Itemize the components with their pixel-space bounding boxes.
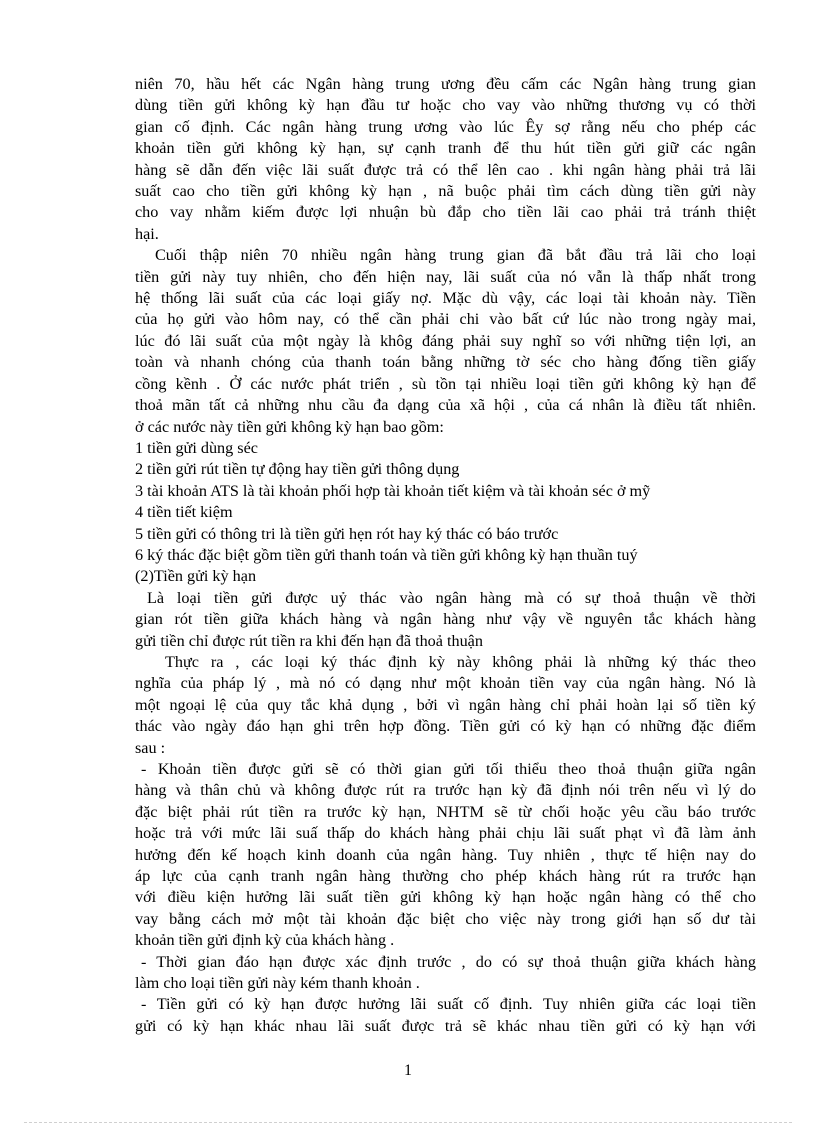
list-item: 2 tiền gửi rút tiền tự động hay tiền gửi thông dụng [135, 460, 460, 479]
text-line: khoản tiền gửi không kỳ hạn, sự cạnh tranh để thu hút tiền gửi giữ các ngân [135, 139, 756, 158]
text-line: lúc đó lãi suất của một ngày là khôg đáng phải suy nghĩ so với những tiện lợi, an [135, 331, 756, 350]
list-item: 1 tiền gửi dùng séc [135, 438, 258, 457]
body-text [135, 74, 756, 1037]
list-item: 4 tiền tiết kiệm [135, 503, 233, 522]
text-line: của họ gửi vào hôm nay, có thể cần phải chi vào bất cứ lúc nào trong ngày mai, [135, 310, 756, 329]
text-line: Thực ra , các loại ký thác định kỳ này không phải là những ký thác theo [165, 652, 756, 671]
text-line: vay bằng cách mở một tài khoản đặc biệt cho việc này trong giới hạn số dư tài [135, 909, 756, 928]
text-line: gửi tiền chỉ được rút tiền ra khi đến hạn đã thoả thuận [135, 631, 483, 650]
text-line: với điều kiện hưởng lãi suất tiền gửi không kỳ hạn hoặc ngân hàng có thể cho [135, 888, 756, 907]
text-line: hại. [135, 224, 159, 243]
text-line: - Thời gian đáo hạn được xác định trước , do có sự thoả thuận giữa khách hàng [141, 952, 756, 971]
text-line: - Tiền gửi có kỳ hạn được hưởng lãi suất cố định. Tuy nhiên giữa các loại tiền [141, 995, 756, 1014]
text-line: thác vào ngày đáo hạn ghi trên hợp đồng. Tiền gửi có kỳ hạn có những đặc điểm [135, 717, 756, 736]
text-line: dùng tiền gửi không kỳ hạn đầu tư hoặc cho vay vào những thương vụ có thời [135, 96, 756, 115]
text-line: gian cố định. Các ngân hàng trung ương vào lúc Êy sợ rằng nếu cho phép các [135, 117, 756, 136]
text-line: thoả mãn tất cả những nhu cầu đa dạng của xã hội , của cá nhân là điều tất nhiên. [135, 396, 756, 415]
list-item: 5 tiền gửi có thông tri là tiền gửi hẹn rót hay ký thác có báo trước [135, 524, 559, 543]
text-line: niên 70, hầu hết các Ngân hàng trung ương đều cấm các Ngân hàng trung gian [135, 75, 756, 93]
text-line: hàng sẽ dẫn đến việc lãi suất được trả có thể lên cao . khi ngân hàng phải trả lãi [135, 160, 756, 179]
text-line: cồng kềnh . Ở các nước phát triển , sù tồn tại nhiều loại tiền gửi không kỳ hạn để [135, 374, 756, 393]
text-line: gian rót tiền giữa khách hàng và ngân hàng như vậy về nguyên tắc khách hàng [135, 610, 756, 629]
text-line: một ngoại lệ của quy tắc khả dụng , bởi vì ngân hàng chỉ phải hoàn lại số tiền ký [135, 695, 756, 714]
text-line: Cuối thập niên 70 nhiều ngân hàng trung gian đã bắt đầu trả lãi cho loại [155, 246, 756, 265]
text-line: gửi có kỳ hạn khác nhau lãi suất được trả sẽ khác nhau tiền gửi có kỳ hạn với [135, 1016, 756, 1035]
text-line: sau : [135, 738, 166, 757]
section-heading: (2)Tiền gửi kỳ hạn [135, 567, 257, 586]
page-number: 1 [404, 1062, 412, 1079]
text-line: khoản tiền gửi định kỳ của khách hàng . [135, 931, 395, 950]
text-line: áp lực của cạnh tranh ngân hàng thường cho phép khách hàng rút ra trước hạn [135, 867, 756, 886]
text-line: cho vay nhằm kiếm được lợi nhuận bù đắp cho tiền lãi cao phải trả tránh thiệt [135, 203, 756, 222]
text-line: - Khoản tiền được gửi sẽ có thời gian gửi tối thiểu theo thoả thuận giữa ngân [141, 760, 756, 778]
list-item: 3 tài khoản ATS là tài khoản phối hợp tài khoản tiết kiệm và tài khoản séc ở mỹ [135, 481, 651, 500]
text-line: hệ thống lãi suất của các loại giấy nợ. Mặc dù vậy, các loại tài khoản này. Tiền [135, 289, 756, 308]
text-line: Là loại tiền gửi được uỷ thác vào ngân hàng mà có sự thoả thuận về thời [147, 588, 756, 607]
text-line: hàng và thân chủ và không được rút ra trước hạn kỳ đã định nói trên nếu vì lý do [135, 781, 756, 800]
text-line: tiền gửi này tuy nhiên, cho đến hiện nay, lãi suất của nó vẫn là thấp nhất trong [135, 267, 756, 286]
text-line: ở các nước này tiền gửi không kỳ hạn bao gồm: [135, 417, 444, 436]
text-line: hoặc trả với mức lãi suấ thấp do khách hàng phải chịu lãi suất phạt vì đã làm ảnh [135, 824, 756, 843]
list-item: 6 ký thác đặc biệt gồm tiền gửi thanh toán và tiền gửi không kỳ hạn thuần tuý [135, 545, 638, 564]
text-line: làm cho loại tiền gửi này kém thanh khoản . [135, 974, 420, 993]
text-line: đặc biệt phải rút tiền ra trước kỳ hạn, NHTM sẽ từ chối hoặc yêu cầu báo trước [135, 802, 756, 821]
text-line: hưởng đến kế hoạch kinh doanh của ngân hàng. Tuy nhiên , thực tế hiện nay do [135, 845, 756, 864]
text-line: toàn và nhanh chóng của thanh toán bằng những tờ séc cho hàng đống tiền giấy [135, 353, 756, 372]
text-line: nghĩa của pháp lý , mà nó có dạng như một khoản tiền vay của ngân hàng. Nó là [135, 674, 756, 693]
text-line: suất cao cho tiền gửi không kỳ hạn , nã buộc phải tìm cách dùng tiền gửi này [135, 182, 756, 201]
